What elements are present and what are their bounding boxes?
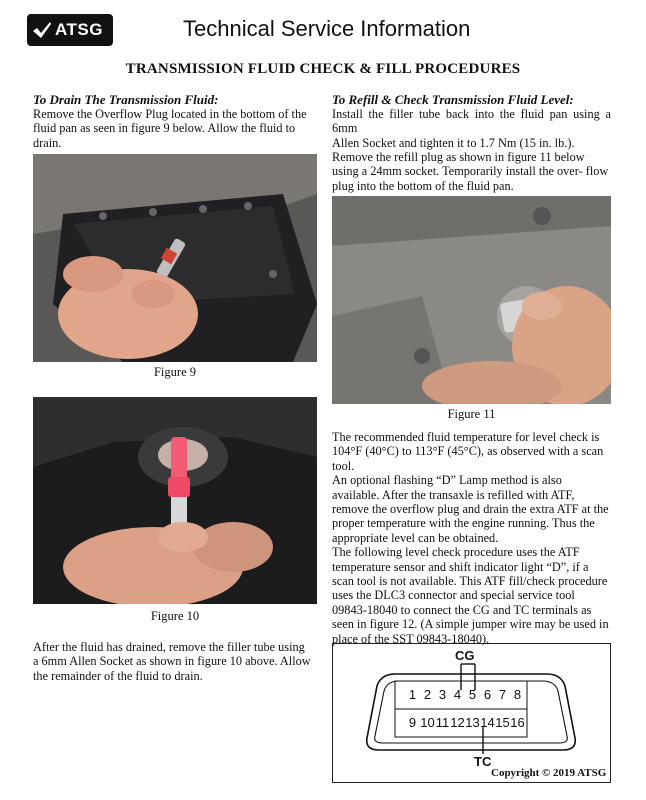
pin-1: 1 xyxy=(408,686,417,702)
temp-line: appropriate level can be obtained. xyxy=(332,530,499,545)
temp-line: 104°F (40°C) to 113°F (45°C), as observed with a scan xyxy=(332,444,604,459)
checkmark-icon xyxy=(29,16,55,44)
plug-line: plug into the bottom of the fluid pan. xyxy=(332,178,514,193)
page-title: TRANSMISSION FLUID CHECK & FILL PROCEDURES xyxy=(125,61,521,77)
figure-9-caption: Figure 9 xyxy=(153,365,196,379)
temp-line: remove the overflow plug and drain the extra ATF at the xyxy=(332,502,609,517)
pin-12: 12 xyxy=(450,714,465,730)
refill-line: Install the filler tube back into the fluid pan using a 6mm xyxy=(332,107,611,136)
pin-11: 11 xyxy=(435,714,450,730)
temp-line: tool. xyxy=(332,458,355,473)
figure-11-caption: Figure 11 xyxy=(447,407,496,421)
temp-line: scan tool is not available. This ATF fill/check procedure xyxy=(332,574,608,589)
pin-14: 14 xyxy=(480,714,495,730)
pin-16: 16 xyxy=(510,714,525,730)
plug-line: using a 24mm socket. Temporarily install the over- flow xyxy=(332,164,609,179)
figure-11-photo xyxy=(332,196,611,404)
temperature-paragraph xyxy=(332,430,611,646)
after-drain-paragraph xyxy=(33,640,315,683)
pin-9: 9 xyxy=(408,714,417,730)
figure-9-photo xyxy=(33,154,317,362)
figure-10-photo xyxy=(33,397,317,604)
atsg-logo xyxy=(27,14,113,46)
logo-text: ATSG xyxy=(55,20,103,39)
after-line: a 6mm Allen Socket as shown in figure 10 above. Allow xyxy=(33,654,311,669)
pin-13: 13 xyxy=(465,714,480,730)
temp-line: temperature sensor and shift indicator light “D”, if a xyxy=(332,559,589,574)
temp-line: proper temperature with the engine running. Thus the xyxy=(332,516,595,531)
after-line: the remainder of the fluid to drain. xyxy=(33,668,203,683)
refill-plug-paragraph xyxy=(332,150,611,193)
pin-2: 2 xyxy=(423,686,432,702)
temp-line: An optional flashing “D” Lamp method is also xyxy=(332,473,562,488)
connector-bottom-pins xyxy=(405,712,525,732)
refill-line: Allen Socket and tighten it to 1.7 Nm (15 in. lb.). xyxy=(332,135,575,150)
temp-line: available. After the transaxle is refilled with ATF, xyxy=(332,487,575,502)
drain-heading: To Drain The Transmission Fluid: xyxy=(33,92,219,107)
pin-6: 6 xyxy=(483,686,492,702)
temp-line: 09843-18040 to connect the CG and TC terminals as xyxy=(332,602,592,617)
header-title: Technical Service Information xyxy=(183,16,471,41)
temp-line: The recommended fluid temperature for level check is xyxy=(332,430,600,444)
pin-7: 7 xyxy=(498,686,507,702)
temp-line: place of the SST 09843-18040). xyxy=(332,631,490,646)
after-line: After the fluid has drained, remove the filler tube using xyxy=(33,640,305,654)
dlc3-connector-figure xyxy=(332,643,611,783)
pin-4: 4 xyxy=(453,686,462,702)
drain-line: Remove the Overflow Plug located in the bottom of the xyxy=(33,107,307,121)
copyright-text: Copyright © 2019 ATSG xyxy=(491,767,607,779)
pin-10: 10 xyxy=(420,714,435,730)
plug-line: Remove the refill plug as shown in figure 11 below xyxy=(332,150,585,164)
tc-label: TC xyxy=(474,754,492,769)
connector-top-pins xyxy=(405,684,525,704)
drain-line: drain. xyxy=(33,135,62,150)
pin-5: 5 xyxy=(468,686,477,702)
refill-heading: To Refill & Check Transmission Fluid Level: xyxy=(332,92,574,107)
pin-15: 15 xyxy=(495,714,510,730)
pin-3: 3 xyxy=(438,686,447,702)
drain-line: fluid pan as seen in figure 9 below. Allow the fluid to xyxy=(33,121,296,136)
temp-line: seen in figure 12. (A simple jumper wire may be used in xyxy=(332,617,609,632)
drain-paragraph xyxy=(33,107,315,150)
temp-line: The following level check procedure uses the ATF xyxy=(332,545,580,560)
figure-10-caption: Figure 10 xyxy=(150,609,200,623)
temp-line: uses the DLC3 connector and special service tool xyxy=(332,588,575,603)
pin-8: 8 xyxy=(513,686,522,702)
refill-paragraph xyxy=(332,107,611,150)
cg-label: CG xyxy=(455,648,475,663)
